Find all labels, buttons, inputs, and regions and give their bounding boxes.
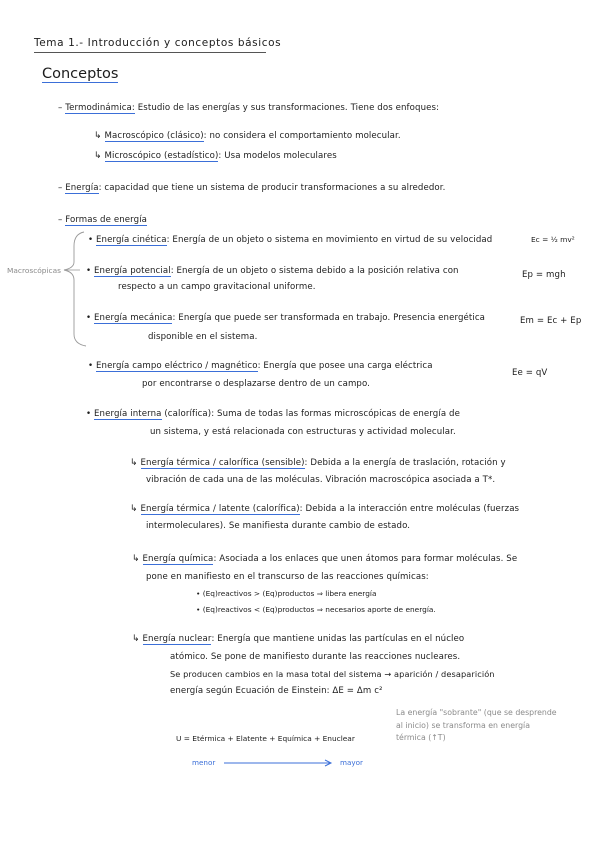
nuclear-label: Energía nuclear xyxy=(142,634,212,644)
interna-label: Energía interna xyxy=(94,409,162,419)
quimica-bullet-1: • (Eq)reactivos > (Eq)productos ⇒ libera energía xyxy=(196,589,377,598)
cinetica-formula: Ec = ½ mv² xyxy=(531,235,575,244)
quimica-label: Energía química xyxy=(142,554,214,564)
termica-latente-text: : Debida a la interacción entre moléculas (fuerzas xyxy=(299,504,520,514)
termo-micro: ↳ Microscópico (estadístico): Usa modelos moleculares xyxy=(94,151,337,161)
scale-menor: menor xyxy=(192,758,216,767)
campo-text: : Energía que posee una carga eléctrica xyxy=(257,361,433,371)
summary-equation: U = Etérmica + Elatente + Equímica + Enuclear xyxy=(176,734,355,743)
quimica-text: : Asociada a los enlaces que unen átomos para formar moléculas. Se xyxy=(213,554,518,564)
macroscopicas-label: Macroscópicas xyxy=(7,266,61,275)
energia-label: Energía xyxy=(65,183,99,193)
termica-sensible-text: : Debida a la energía de traslación, rotación y xyxy=(304,458,506,468)
termo-line: – Termodinámica: Estudio de las energías y sus transformaciones. Tiene dos enfoques: xyxy=(58,103,440,113)
mecanica-label: Energía mecánica xyxy=(94,313,173,323)
termica-sensible-label: Energía térmica / calorífica (sensible) xyxy=(140,458,305,468)
mecanica-formula: Em = Ec + Ep xyxy=(520,316,582,326)
termica-sensible-text2: vibración de cada una de las moléculas. Vibración macroscópica asociada a T*. xyxy=(146,475,496,485)
cinetica-label: Energía cinética xyxy=(96,235,167,245)
termica-latente-label: Energía térmica / latente (calorífica) xyxy=(140,504,300,514)
termo-macro: ↳ Macroscópico (clásico): no considera el comportamiento molecular. xyxy=(94,131,401,141)
termica-latente-text2: intermoleculares). Se manifiesta durante cambio de estado. xyxy=(146,521,411,531)
termica-sensible-line: ↳ Energía térmica / calorífica (sensible): Debida a la energía de traslación, rotación y xyxy=(130,458,506,468)
section-title: Conceptos xyxy=(42,66,119,82)
interna-text2: un sistema, y está relacionada con estructuras y actividad molecular. xyxy=(150,427,456,437)
potencial-formula: Ep = mgh xyxy=(522,270,566,280)
energia-text: : capacidad que tiene un sistema de producir transformaciones a su alrededor. xyxy=(98,183,446,193)
campo-text2: por encontrarse o desplazarse dentro de un campo. xyxy=(142,379,371,389)
interna-text: (calorífica): Suma de todas las formas microscópicas de energía de xyxy=(164,409,460,419)
nuclear-text2: atómico. Se pone de manifiesto durante las reacciones nucleares. xyxy=(170,652,461,662)
termica-latente-line: ↳ Energía térmica / latente (calorífica): Debida a la interacción entre moléculas (fuerzas xyxy=(130,504,520,514)
potencial-text: : Energía de un objeto o sistema debido a la posición relativa con xyxy=(170,266,459,276)
potencial-label: Energía potencial xyxy=(94,266,171,276)
quimica-line: ↳ Energía química: Asociada a los enlaces que unen átomos para formar moléculas. Se xyxy=(132,554,518,564)
energia-line: – Energía: capacidad que tiene un sistema de producir transformaciones a su alrededor. xyxy=(58,183,446,193)
page-title: Tema 1.- Introducción y conceptos básicos xyxy=(34,37,282,49)
micro-text: : Usa modelos moleculares xyxy=(218,151,337,161)
cinetica-text: : Energía de un objeto o sistema en movimiento en virtud de su velocidad xyxy=(166,235,493,245)
campo-formula: Ee = qV xyxy=(512,368,548,378)
quimica-bullet-2: • (Eq)reactivos < (Eq)productos ⇒ necesarios aporte de energía. xyxy=(196,605,436,614)
potencial-text2: respecto a un campo gravitacional uniforme. xyxy=(118,282,316,292)
nuclear-text3: Se producen cambios en la masa total del sistema → aparición / desaparición xyxy=(170,669,495,679)
nuclear-line: ↳ Energía nuclear: Energía que mantiene unidas las partículas en el núcleo xyxy=(132,634,465,644)
macro-label: Macroscópico (clásico) xyxy=(104,131,204,141)
cinetica-line: • Energía cinética: Energía de un objeto o sistema en movimiento en virtud de su velocidad xyxy=(88,235,493,245)
mecanica-text: : Energía que puede ser transformada en trabajo. Presencia energética xyxy=(172,313,486,323)
termo-label: Termodinámica: xyxy=(65,103,135,113)
grey-note: La energía "sobrante" (que se desprende al inicio) se transforma en energía térmica (↑T) xyxy=(396,708,557,742)
mecanica-line: • Energía mecánica: Energía que puede ser transformada en trabajo. Presencia energética xyxy=(86,313,486,323)
mecanica-text2: disponible en el sistema. xyxy=(148,332,258,342)
macro-text: : no considera el comportamiento molecular. xyxy=(203,131,401,141)
campo-line: • Energía campo eléctrico / magnético: Energía que posee una carga eléctrica xyxy=(88,361,433,371)
nuclear-text: : Energía que mantiene unidas las partículas en el núcleo xyxy=(211,634,465,644)
scale-mayor: mayor xyxy=(340,758,364,767)
quimica-text2: pone en manifiesto en el transcurso de las reacciones químicas: xyxy=(146,572,429,582)
campo-label: Energía campo eléctrico / magnético xyxy=(96,361,258,371)
interna-line: • Energía interna (calorífica): Suma de todas las formas microscópicas de energía de xyxy=(86,409,460,419)
termo-text: Estudio de las energías y sus transformaciones. Tiene dos enfoques: xyxy=(137,103,440,113)
nuclear-text4: energía según Ecuación de Einstein: ΔE = Δm c² xyxy=(170,686,383,696)
micro-label: Microscópico (estadístico) xyxy=(104,151,219,161)
formas-heading: – Formas de energía xyxy=(58,215,148,225)
potencial-line: • Energía potencial: Energía de un objeto o sistema debido a la posición relativa con xyxy=(86,266,459,276)
